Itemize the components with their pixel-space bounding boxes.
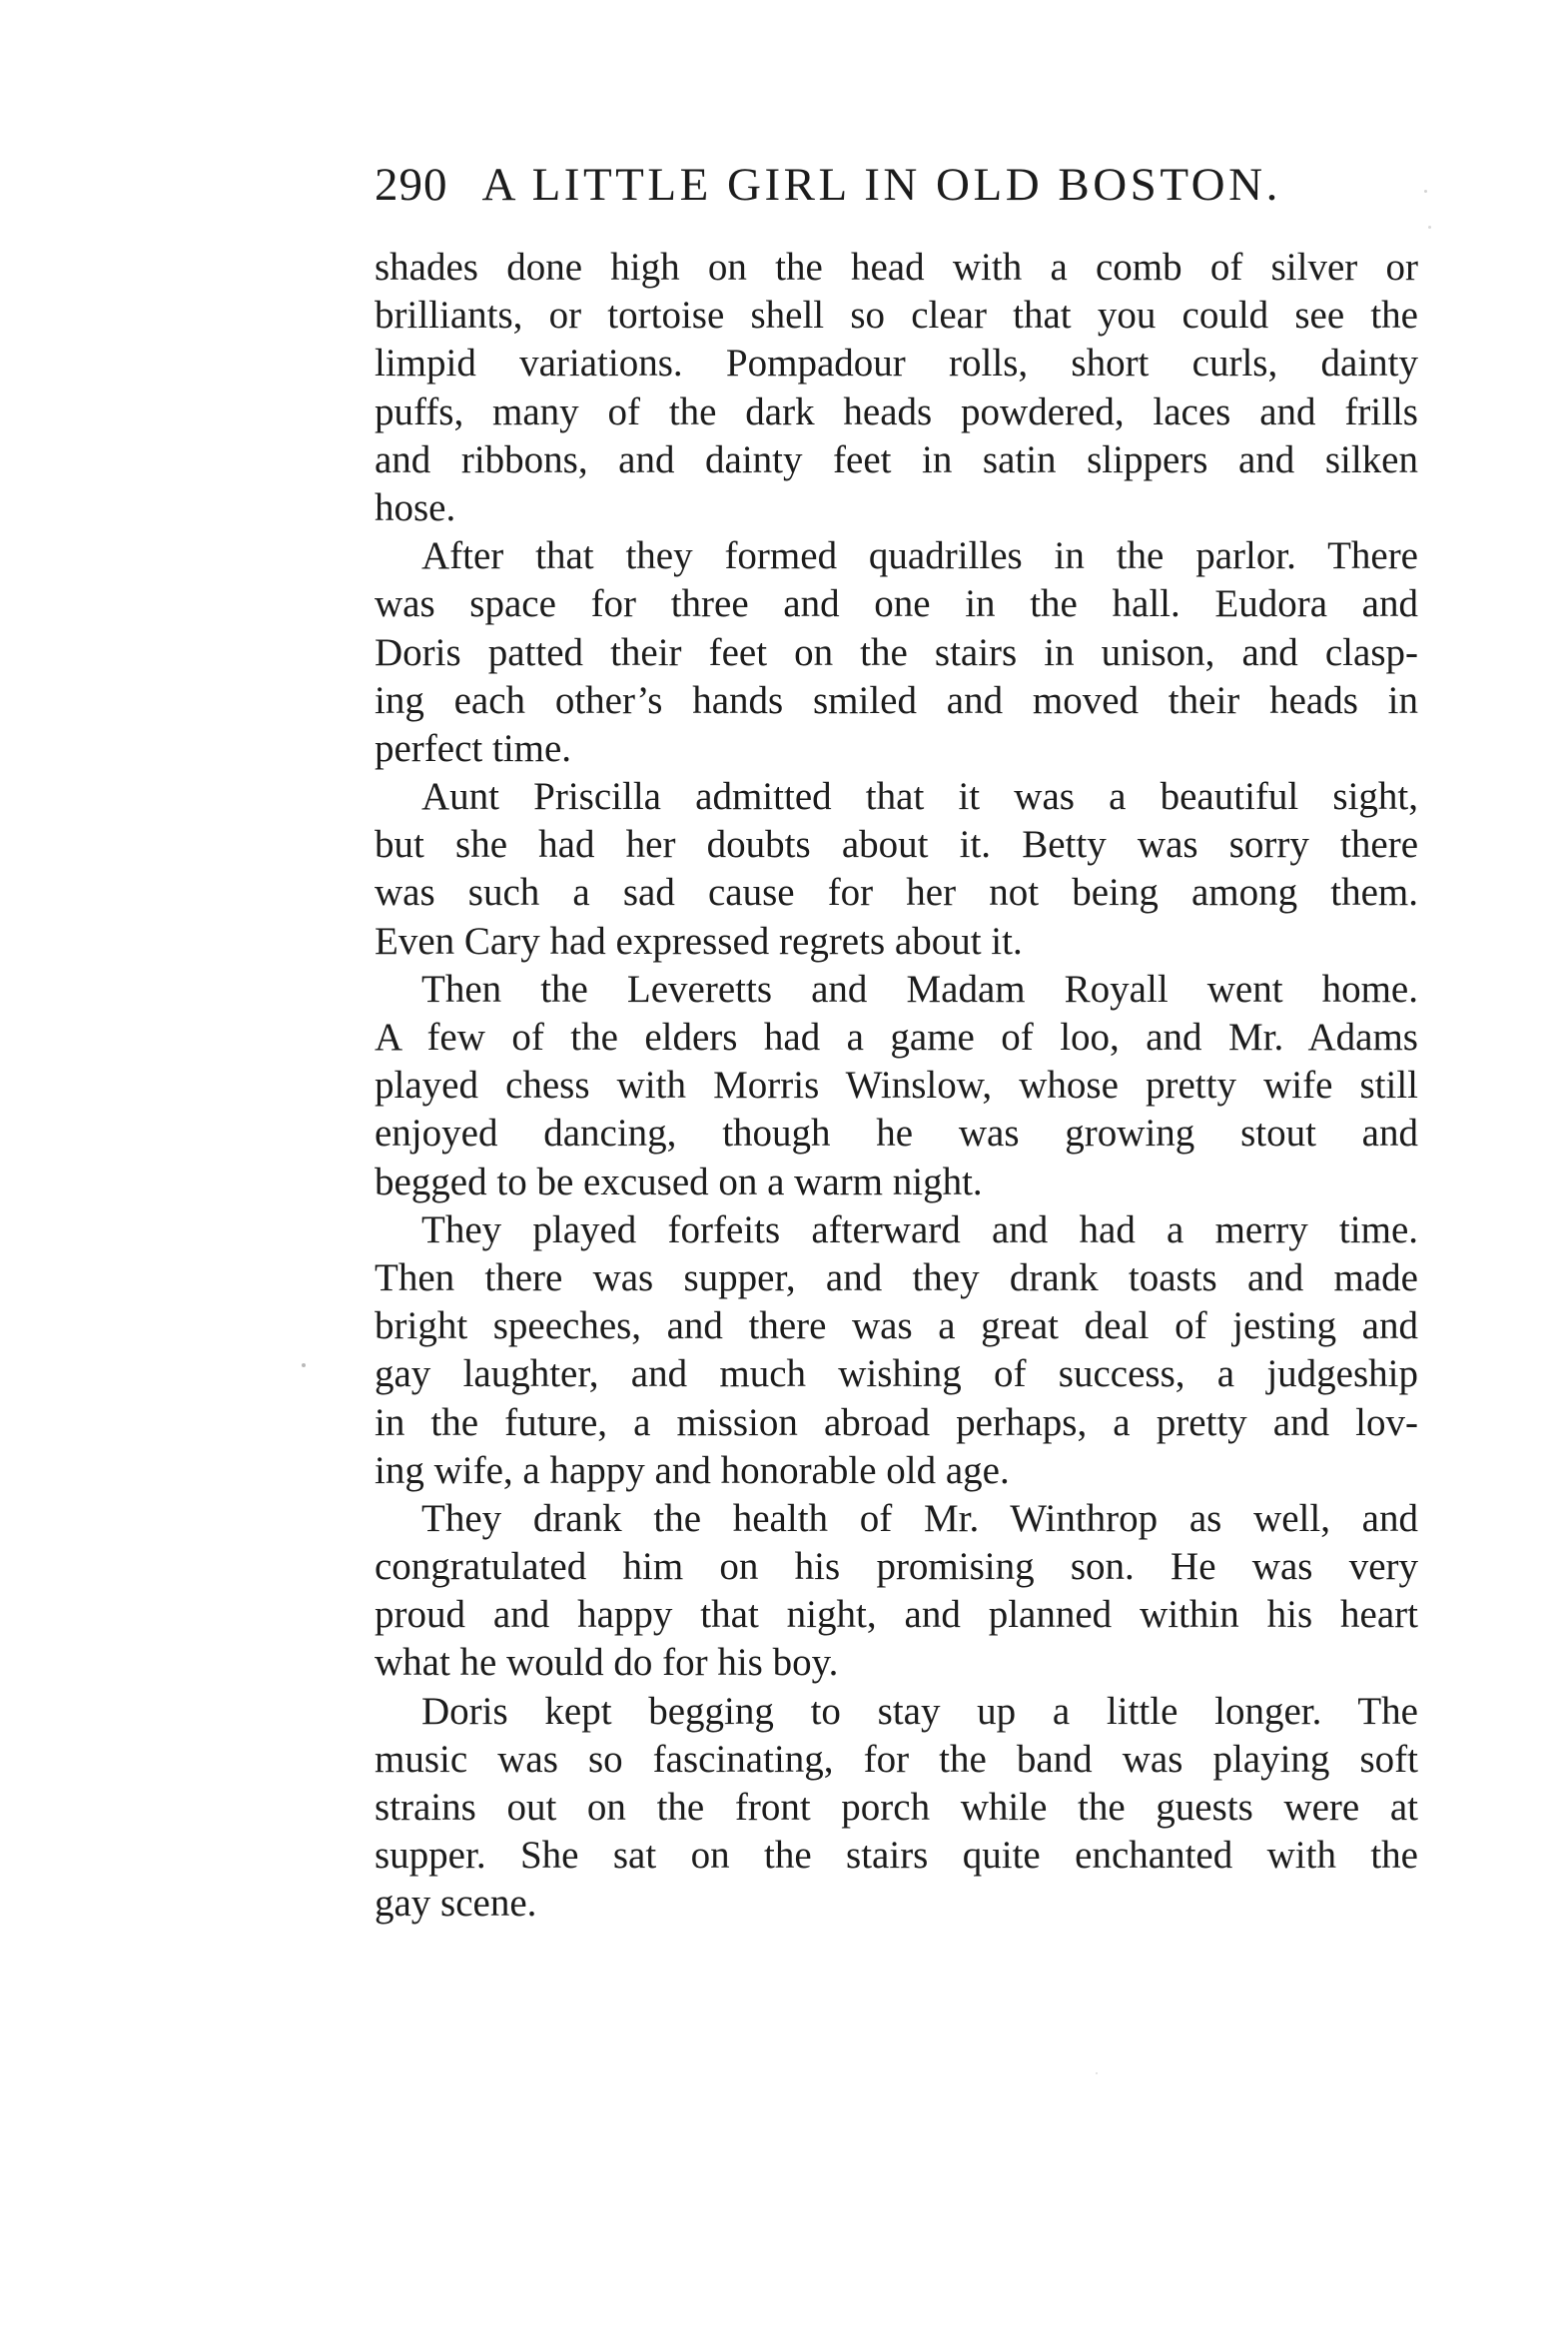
- page-number: 290: [375, 159, 448, 211]
- paragraph: [375, 773, 1418, 966]
- text-line: They played forfeits afterward and had a merry time.: [421, 1207, 1418, 1251]
- text-line: ing each other’s hands smiled and moved their heads in: [375, 678, 1418, 722]
- text-line: was such a sad cause for her not being among them.: [375, 871, 1418, 915]
- text-line: They drank the health of Mr. Winthrop as well, and: [421, 1496, 1418, 1540]
- running-title: A LITTLE GIRL IN OLD BOSTON.: [481, 159, 1281, 211]
- text-line: and ribbons, and dainty feet in satin slippers and silken: [375, 437, 1418, 481]
- paper-speck: [1424, 190, 1427, 193]
- text-line: Then there was supper, and they drank toasts and made: [375, 1255, 1418, 1299]
- text-line: what he would do for his boy.: [375, 1641, 839, 1685]
- text-line: Doris patted their feet on the stairs in unison, and clasp-: [375, 630, 1418, 674]
- paper-speck: [1428, 226, 1431, 229]
- text-line: hose.: [375, 485, 456, 529]
- text-line: music was so fascinating, for the band was playing soft: [375, 1737, 1418, 1781]
- paragraph: [375, 1206, 1418, 1495]
- text-line: A few of the elders had a game of loo, and Mr. Adams: [375, 1016, 1418, 1059]
- paper-speck: [302, 1363, 306, 1367]
- text-line: bright speeches, and there was a great deal of jesting and: [375, 1304, 1418, 1348]
- text-line: congratulated him on his promising son. He was very: [375, 1545, 1418, 1589]
- running-head: [375, 158, 1281, 218]
- paragraph: [375, 1688, 1418, 1929]
- text-line: in the future, a mission abroad perhaps, a pretty and lov-: [375, 1400, 1418, 1444]
- text-line: Aunt Priscilla admitted that it was a beautiful sight,: [421, 775, 1418, 819]
- text-line: shades done high on the head with a comb of silver or: [375, 246, 1418, 289]
- text-line: limpid variations. Pompadour rolls, short curls, dainty: [375, 342, 1418, 386]
- text-line: supper. She sat on the stairs quite enchanted with the: [375, 1834, 1418, 1878]
- paper-speck: [1096, 2072, 1098, 2074]
- text-line: gay scene.: [375, 1882, 537, 1926]
- text-line: Even Cary had expressed regrets about it.: [375, 919, 1023, 963]
- body-text: [375, 244, 1418, 1929]
- paragraph: [375, 532, 1418, 773]
- text-line: begged to be excused on a warm night.: [375, 1160, 983, 1203]
- text-line: brilliants, or tortoise shell so clear that you could see the: [375, 294, 1418, 338]
- paragraph: [375, 966, 1418, 1206]
- text-line: Then the Leveretts and Madam Royall went home.: [421, 967, 1418, 1011]
- paragraph: [375, 244, 1418, 532]
- text-line: ing wife, a happy and honorable old age.: [375, 1448, 1010, 1492]
- paragraph: [375, 1495, 1418, 1688]
- text-line: gay laughter, and much wishing of success, a judgeship: [375, 1352, 1418, 1396]
- text-line: enjoyed dancing, though he was growing stout and: [375, 1112, 1418, 1156]
- text-line: played chess with Morris Winslow, whose pretty wife still: [375, 1064, 1418, 1108]
- text-line: proud and happy that night, and planned within his heart: [375, 1593, 1418, 1637]
- text-line: puffs, many of the dark heads powdered, laces and frills: [375, 390, 1418, 433]
- text-line: was space for three and one in the hall. Eudora and: [375, 582, 1418, 626]
- text-line: perfect time.: [375, 726, 572, 770]
- text-line: Doris kept begging to stay up a little longer. The: [421, 1689, 1418, 1733]
- text-line: strains out on the front porch while the guests were at: [375, 1786, 1418, 1829]
- text-line: but she had her doubts about it. Betty was sorry there: [375, 823, 1418, 867]
- text-line: After that they formed quadrilles in the parlor. There: [421, 534, 1418, 578]
